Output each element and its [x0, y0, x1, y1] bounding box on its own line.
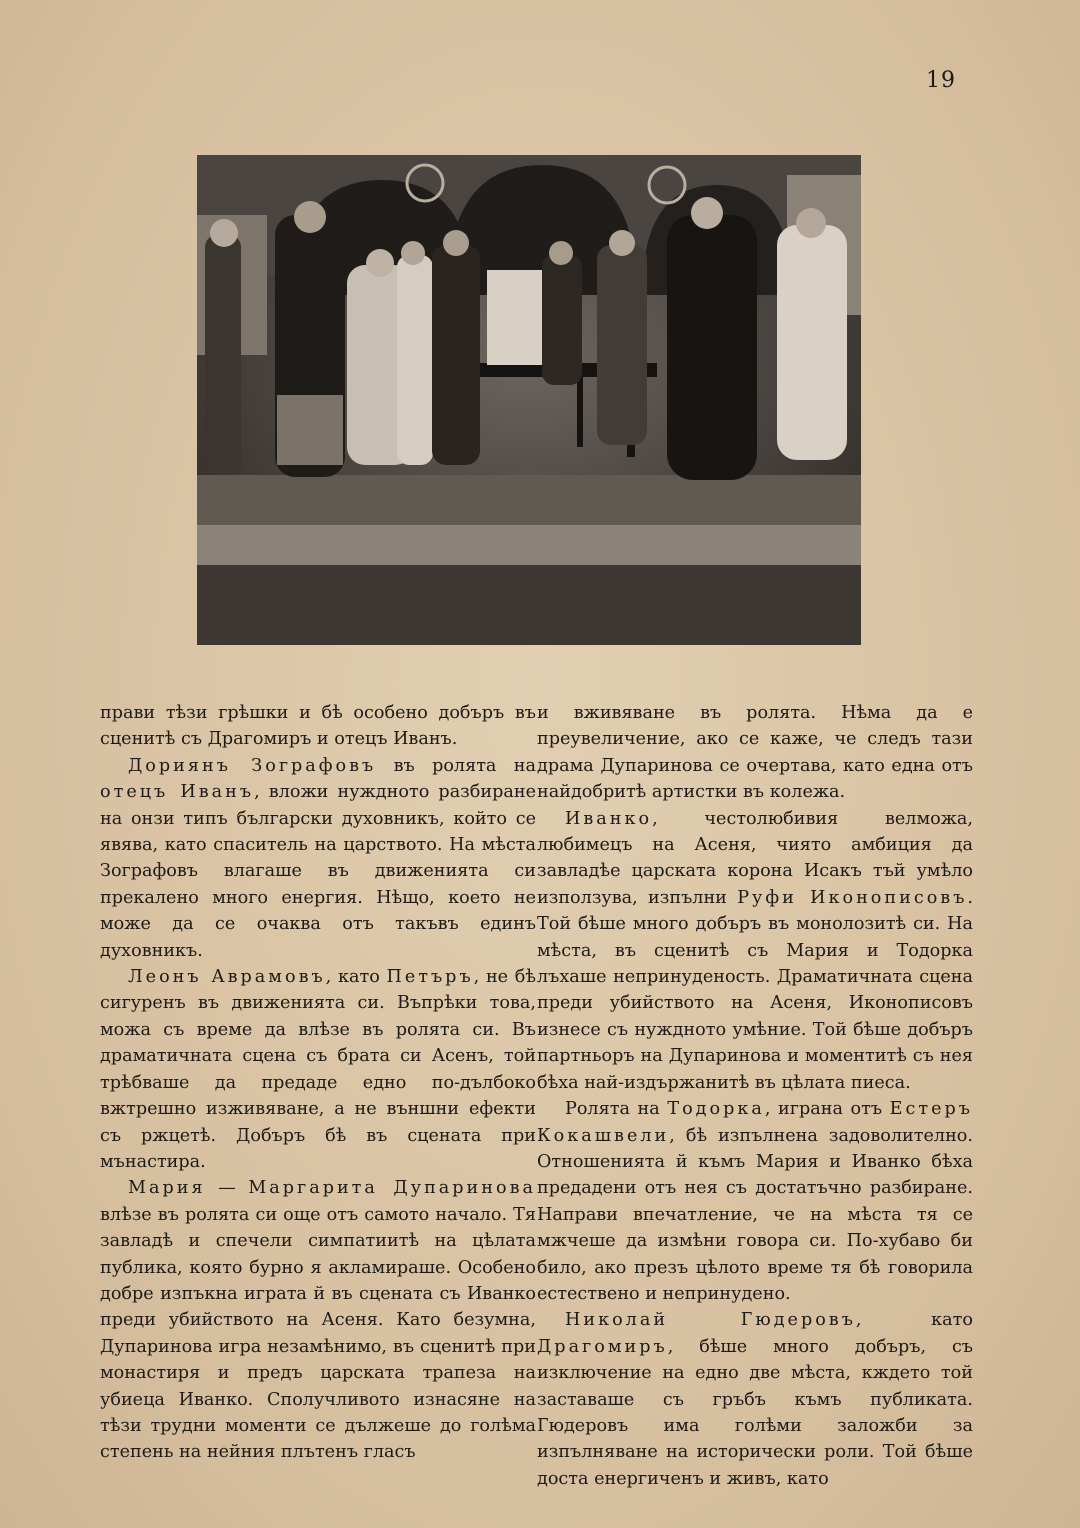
paragraph [100, 753, 536, 964]
text-run: . Той бѣше много добъръ въ монолозитѣ си. На мѣста, въ сценитѣ съ Мария и Тодорка лъхаше непринуденость. Драматичната сцена преди убийството на Асеня, Иконописовъ изнесе съ нуждното умѣние. Той бѣше добъръ партньоръ на Дупаринова и моментитѣ съ нея бѣха най-издържанитѣ въ цѣлата пиеса. [537, 887, 973, 1093]
text-run: , като [325, 967, 387, 988]
text-run: влѣзе въ ролята си още отъ самото начало. Тя завладѣ и спечели симпатиитѣ на цѣлата публика, която бурно я акламираше. Особено добре изпъкна играта й въ сцената съ Иванко преди убийството на Асеня. Като безумна, Дупаринова игра незамѣнимо, въ сценитѣ при монастиря и предъ царската трапеза на убиеца Иванко. Сполучливото изнасяне на тѣзи трудни моменти се дължеше до голѣма степень на нейния плътенъ гласъ [100, 1204, 536, 1463]
spaced-name: Петъръ [386, 967, 474, 988]
text-run: , като [855, 1310, 973, 1331]
paragraph [537, 806, 973, 1096]
stage-scene-photo [197, 155, 861, 645]
text-run: и вживяване въ ролята. Нѣма да е преувеличение, ако се каже, че следъ тази драма Дупаринова се очертава, като една отъ найдобритѣ артистки въ колежа. [537, 703, 973, 803]
text-run: , вложи нуждното разбиране на онзи типъ български духовникъ, който се явява, като спаситель на царството. На мѣста Зографовъ влагаше въ движенията си прекалено много енергия. Нѣщо, което не може да се очаква отъ такъвъ единъ духовникъ. [100, 782, 536, 961]
paragraph [537, 1307, 973, 1492]
text-run: , бѣ изпълнена задоволително. Отношенията й къмъ Мария и Иванко бѣха предадени отъ нея съ достатъчно разбиране. Направи впечатление, че на мѣста тя се мжчеше да измѣни говора си. По-хубаво би било, ако презъ цѣлото време тя бѣ говорила естествено и непринудено. [537, 1125, 973, 1304]
text-run: прави тѣзи грѣшки и бѣ особено добъръ въ сценитѣ съ Драгомиръ и отецъ Иванъ. [100, 703, 536, 750]
left-text-column [100, 700, 536, 1466]
spaced-name: Естеръ Кокашвели [537, 1099, 973, 1146]
paragraph [537, 700, 973, 806]
spaced-name: Леонъ Аврамовъ [128, 967, 326, 988]
paragraph [100, 700, 536, 753]
spaced-name: Драгомиръ [537, 1336, 668, 1357]
spaced-name: Дориянъ Зографовъ [128, 755, 377, 776]
page-number: 19 [926, 68, 956, 93]
text-run: , бѣше много добъръ, съ изключение на едно две мѣста, кждето той заставаше съ гръбъ къмъ публиката. Гюдеровъ има голѣми заложби за изпълняване на исторически роли. Той бѣше доста енергиченъ и живъ, като [537, 1336, 973, 1489]
text-run: , не бѣ сигуренъ въ движенията си. Въпрѣки това, можа съ време да влѣзе въ ролята си. Въ драматичната сцена съ брата си Асенъ, той трѣбваше да предаде едно по-дълбоко вжтрешно изживяване, а не външни ефекти съ ржцетѣ. Добъръ бѣ въ сцената при мънастира. [100, 967, 536, 1172]
spaced-name: Иванко [565, 808, 653, 829]
paragraph [100, 1175, 536, 1465]
spaced-name: Маргарита Дупаринова [248, 1178, 536, 1199]
text-run: , играна отъ [764, 1099, 890, 1120]
text-run: , честолюбивия велможа, любимецъ на Асеня, чиято амбиция да завладѣе царската корона Исакъ тъй умѣло използува, изпълни [537, 808, 973, 908]
spaced-name: Руфи Иконописовъ [737, 887, 968, 908]
paragraph [537, 1096, 973, 1307]
text-run: въ ролята на [376, 755, 536, 776]
photo-illustration [197, 155, 861, 645]
spaced-name: Мария [128, 1178, 206, 1199]
spaced-name: отецъ Иванъ [100, 782, 255, 803]
spaced-name: Николай Гюдеровъ [565, 1310, 856, 1331]
paragraph [100, 964, 536, 1175]
text-run: — [205, 1178, 249, 1199]
right-text-column [537, 700, 973, 1492]
text-run: Ролята на [565, 1099, 668, 1120]
spaced-name: Тодорка [667, 1099, 765, 1120]
